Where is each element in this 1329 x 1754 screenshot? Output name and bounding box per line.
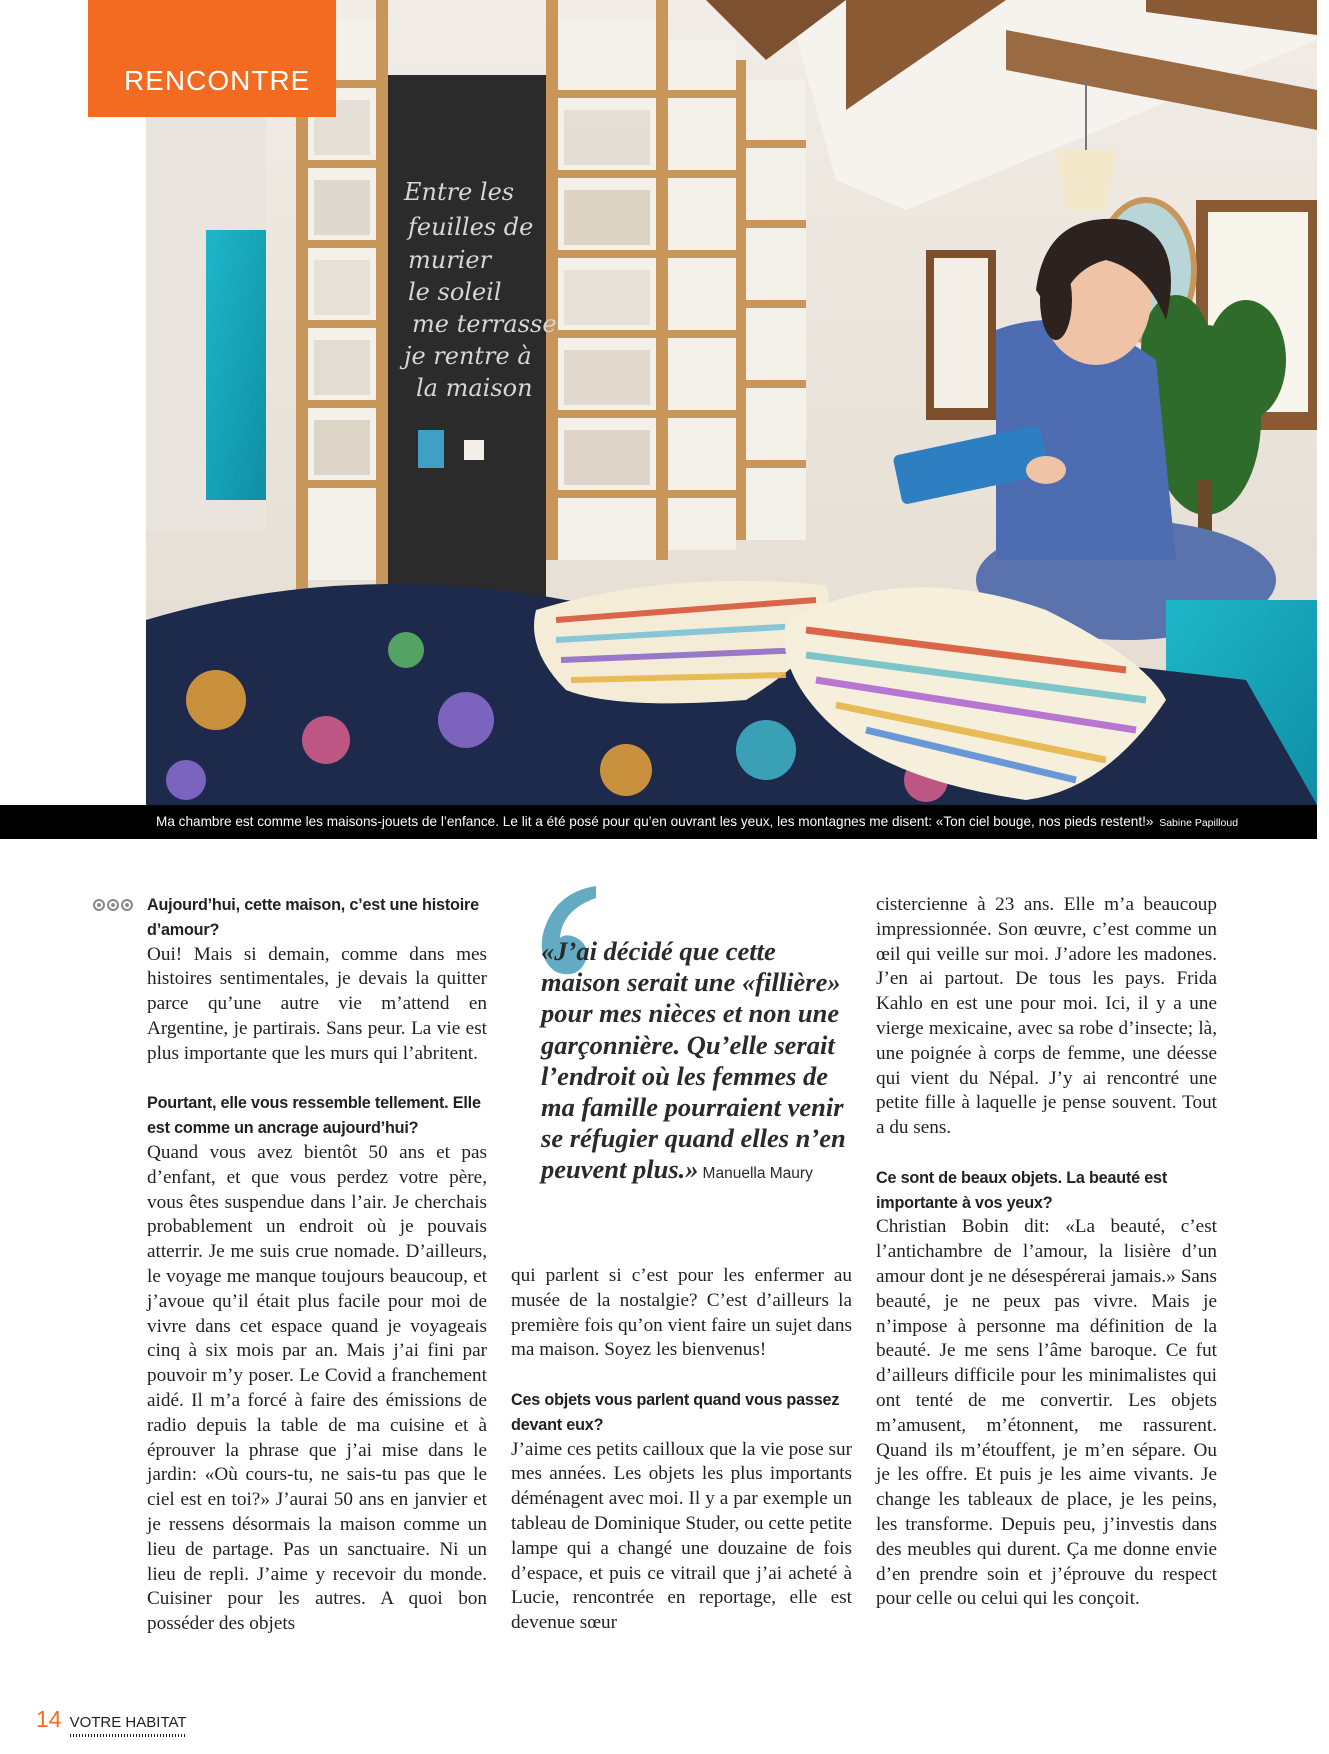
svg-text:Entre les: Entre les [404,178,515,206]
svg-text:feuilles de: feuilles de [408,213,534,241]
photo-caption [0,805,1317,839]
answer-4: Christian Bobin dit: «La beauté, c’est l’antichambre de l’amour, la lisière d’un amour dont je ne désespérerai jamais.» Sans beauté, je ne peux pas vivre. Mais je n’impose à personne ma définition de la beauté. Je me sens l’âme baroque. Ce fut d’ailleurs difficile pour les minimalistes qui ont tenté de me convertir. Les objets m’amusent, m’étonnent, me rassurent. Quand ils m’étouffent, je m’en sépare. Ou je les offre. Et puis je les aime vivants. Je change les tableaux de place, je les peins, les transforme. Depuis peu, j’investis dans des meubles qui durent. Ça me donne envie d’en prendre soin et j’éprouve du respect pour celle ou celui qui les conçoit. [876,1216,1217,1610]
answer-3: J’aime ces petits cailloux que la vie pose sur mes années. Les objets les plus importants déménagent avec moi. Il y a par exemple un tableau de Dominique Studer, ou cette petite lampe qui a changé une douzaine de fois d’espace, et puis ce vitrail que j’ai acheté à Lucie, rencontrée en reportage, elle est devenue sœur [511,1438,853,1634]
svg-text:la maison: la maison [416,374,533,402]
article-column-1 [147,893,487,1637]
svg-text:le soleil: le soleil [408,278,502,306]
photo-credit: Sabine Papilloud [1159,817,1239,829]
pull-quote [541,936,861,1190]
answer-2-continued: qui parlent si c’est pour les enfermer au musée de la nostalgie? C’est d’ailleurs la première fois qu’on vient faire un sujet dans ma maison. Soyez les bienvenus! [511,1265,852,1361]
question-4: Ce sont de beaux objets. La beauté est importante à vos yeux? [876,1168,1168,1212]
question-2: Pourtant, elle vous ressemble tellement. Elle est comme un ancrage aujourd’hui? [147,1094,481,1138]
svg-text:je rentre à: je rentre à [404,342,532,370]
caption-text: Ma chambre est comme les maisons-jouets de l’enfance. Le lit a été posé pour qu’en ouvrant les yeux, les montagnes me disent: «Ton ciel bouge, nos pieds restent!» [156,814,1154,829]
page-footer [36,1708,187,1731]
bullet-icon [93,899,105,911]
publication-name: VOTRE HABITAT [69,1714,187,1731]
section-bullets-icon [93,899,133,911]
section-tag: RENCONTRE [88,0,336,117]
question-1: Aujourd’hui, cette maison, c’est une histoire d’amour? [147,896,479,939]
bullet-icon [107,899,119,911]
answer-2: Quand vous avez bientôt 50 ans et pas d’enfant, et que vous perdez votre père, vous êtes suspendue dans l’air. Je cherchais probablement un endroit où je pouvais atterrir. Je me suis crue nomade. D’ailleurs, le voyage me manque toujours beaucoup, et j’avoue qu’il était plus facile pour moi de vivre dans cet espace quand je voyageais cinq à six mois par an. Mais j’ai fini par pouvoir m’y poser. Le Covid a franchement aidé. Il m’a forcé à faire des émissions de radio depuis la table de ma cuisine et à éprouver la phrase que j’ai mise dans le jardin: «Où cours-tu, ne sais-tu pas que le ciel est en toi?» J’aurai 50 ans en janvier et je ressens désormais la maison comme un lieu de partage. Pas un sanctuaire. Ni un lieu de repli. J’aime y recevoir du monde. Cuisiner pour les autres. A quoi bon posséder des objets [147,1141,487,1635]
svg-text:murier: murier [408,246,492,274]
article-column-2 [511,1264,852,1636]
svg-text:me terrasse: me terrasse [412,310,557,338]
bullet-icon [121,899,133,911]
bedroom-photo-illustration [146,0,1317,805]
article-column-3 [876,893,1217,1612]
page-number: 14 [36,1706,62,1732]
feature-photo [146,0,1317,805]
answer-1: Oui! Mais si demain, comme dans mes histoires sentimentales, je devais la quitter parce qu’une autre vie m’attend en Argentine, je partirais. Sans peur. La vie est plus importante que les murs qui l’abritent. [147,943,487,1064]
answer-3-continued: cistercienne à 23 ans. Elle m’a beaucoup impressionnée. Son œuvre, c’est comme un œil qui veille sur moi. J’adore les madones. J’en ai partout. De tous les pays. Frida Kahlo en est une pour moi. Ici, il y a une vierge mexicaine, avec sa robe d’insecte; là, une poignée à corps de femme, une déesse qui vient du Népal. J’y ai rencontré une petite fille à laquelle je pense souvent. Tout a du sens. [876,894,1217,1139]
pull-quote-text: «J’ai décidé que cette maison serait une «fillière» pour mes nièces et non une garçonnière. Qu’elle serait l’endroit où les femmes de ma famille pourraient venir se réfugier quand elles n’en peuvent plus.» [541,936,846,1185]
question-3: Ces objets vous parlent quand vous passez devant eux? [511,1390,840,1434]
pull-quote-author: Manuella Maury [702,1165,813,1183]
